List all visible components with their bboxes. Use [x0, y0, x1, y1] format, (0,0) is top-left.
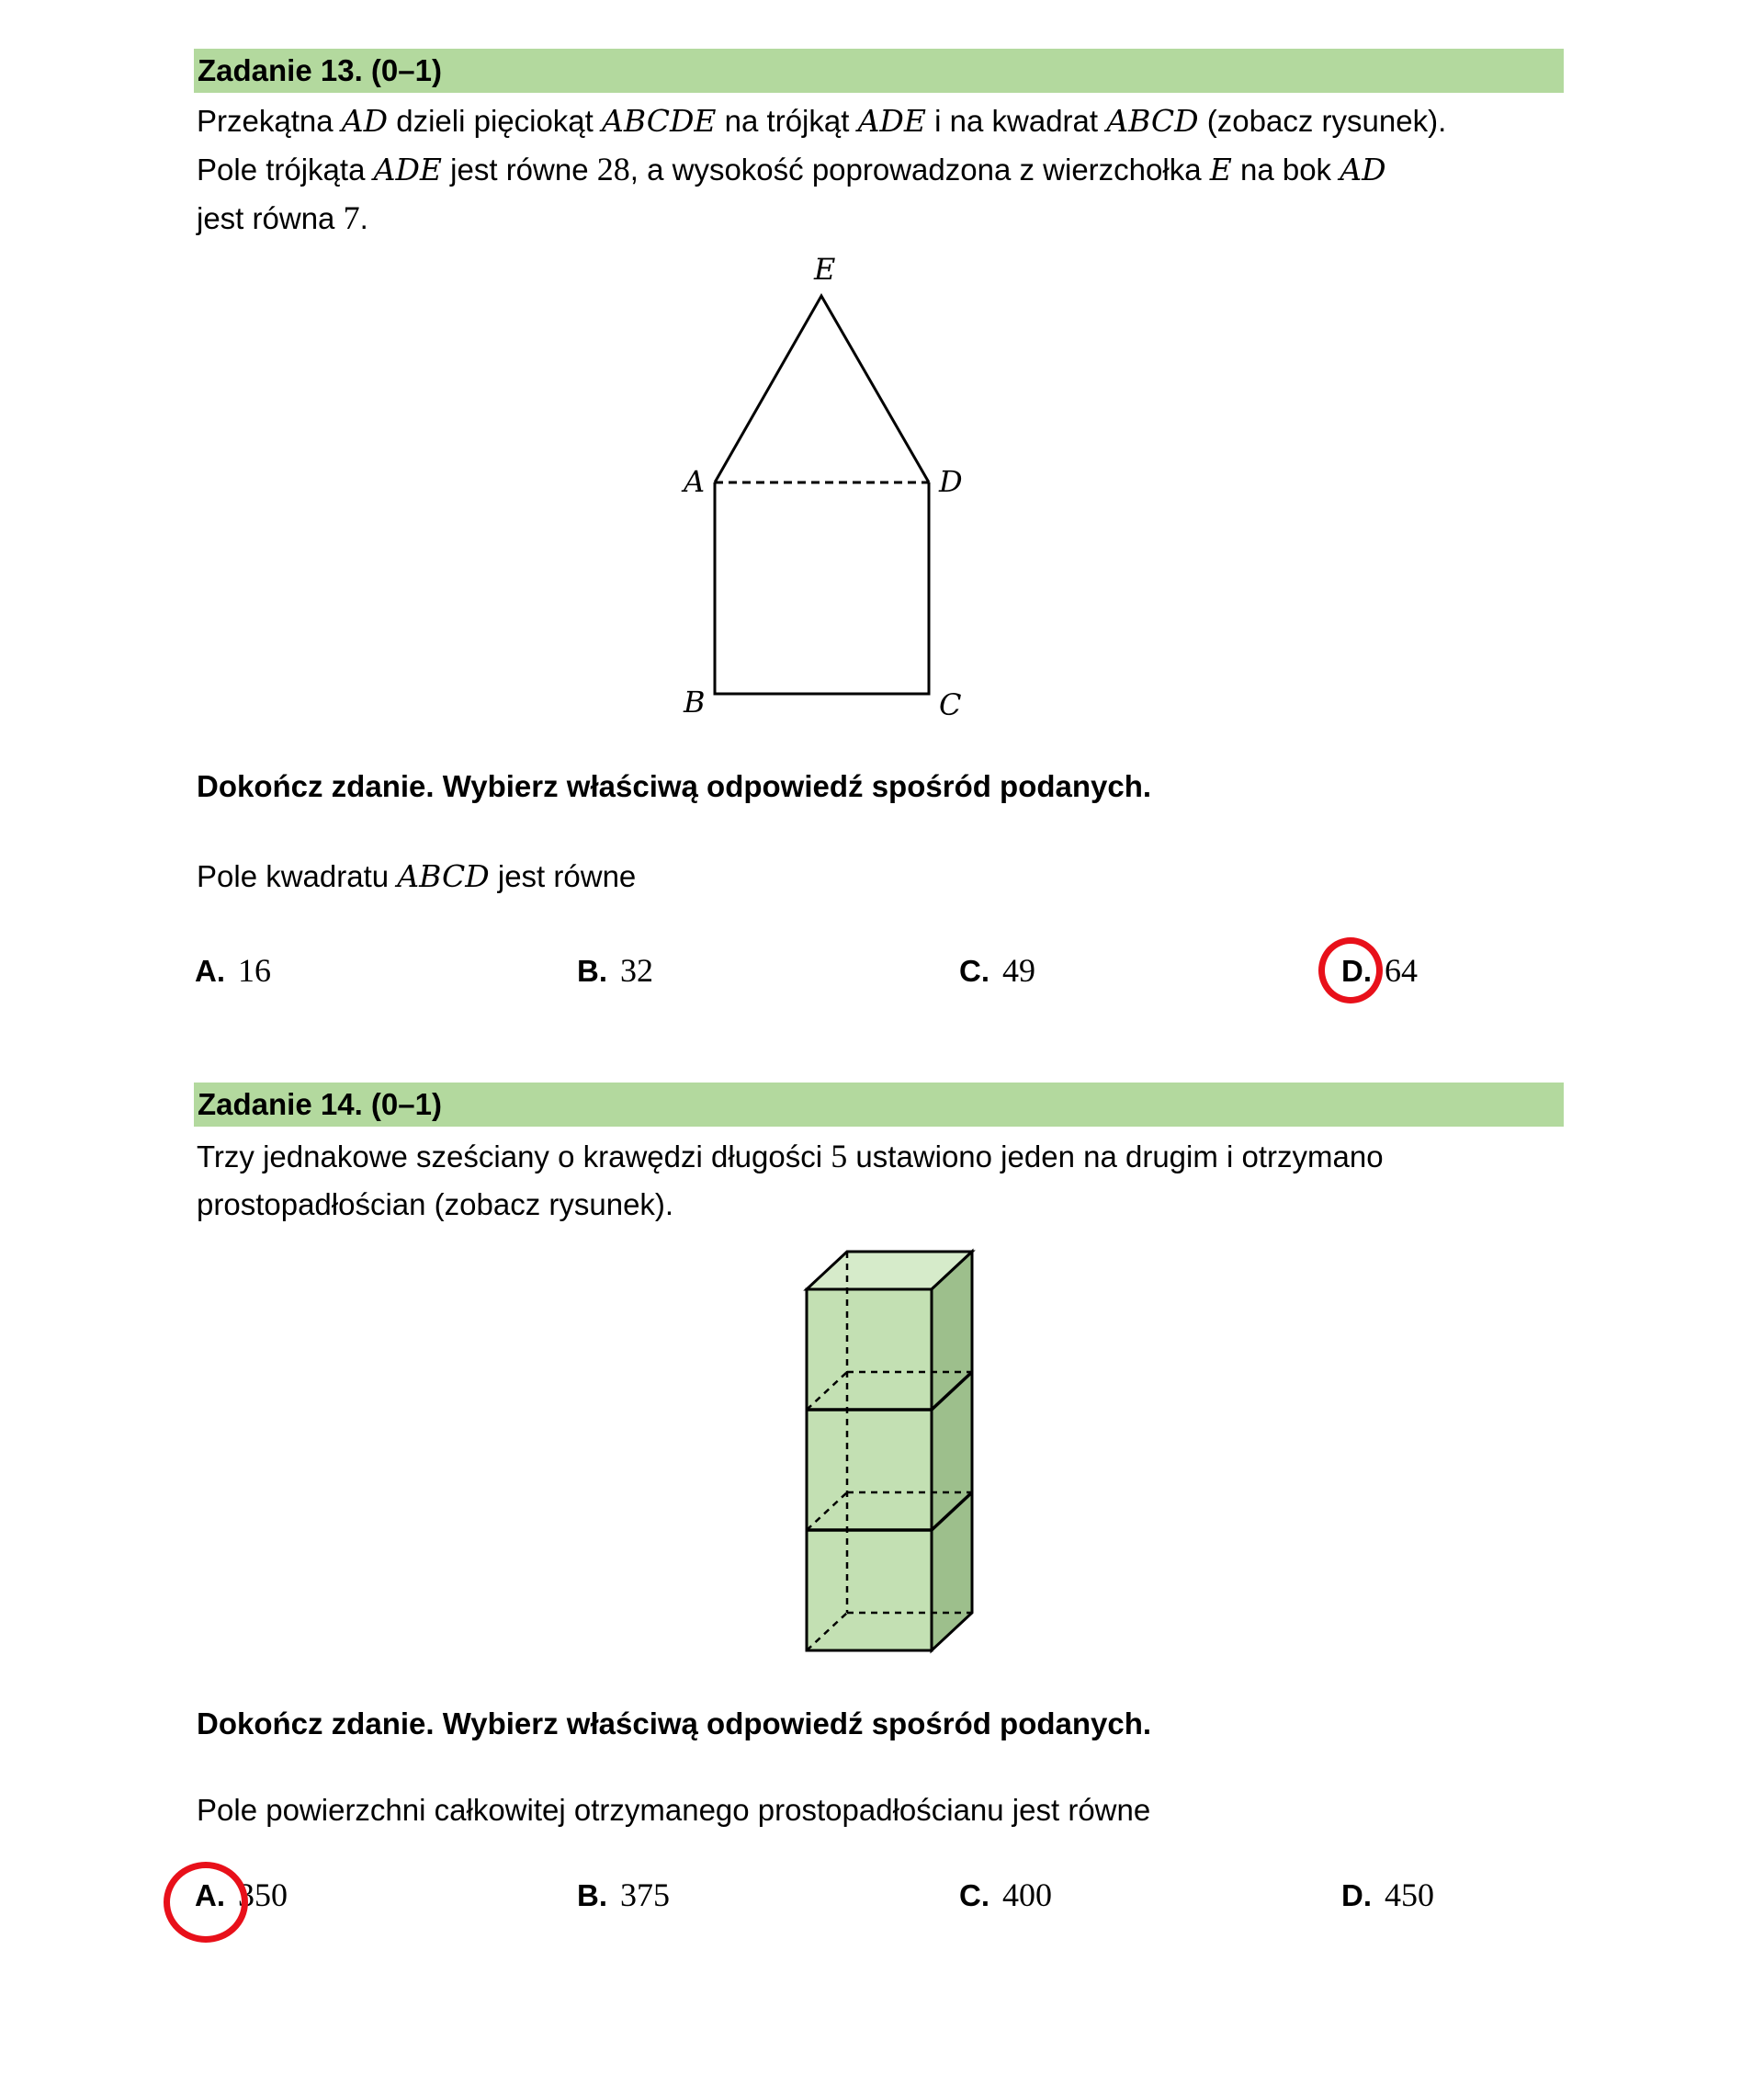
task-14-stem: Pole powierzchni całkowitej otrzymanego prostopadłościanu jest równe [197, 1793, 1151, 1827]
task-14-answer-mark-circle [164, 1862, 248, 1943]
task-13-intro [197, 97, 1575, 243]
label-c: C [939, 687, 962, 722]
option-letter: B. [577, 1878, 607, 1912]
option-letter: B. [577, 954, 607, 988]
option-letter: D. [1341, 954, 1372, 988]
option-letter: C. [959, 954, 989, 988]
option-letter: A. [195, 954, 225, 988]
task-13-answer-mark-circle [1318, 937, 1383, 1003]
task-13-option-b[interactable] [577, 952, 653, 990]
task-14-title: Zadanie 14. (0–1) [198, 1087, 442, 1121]
square-sides [715, 482, 929, 694]
option-value: 32 [620, 952, 653, 989]
task-14-instruction: Dokończ zdanie. Wybierz właściwą odpowiedź spośród podanych. [197, 1706, 1152, 1740]
option-value: 400 [1002, 1876, 1052, 1913]
option-value: 450 [1385, 1876, 1434, 1913]
option-value: 375 [620, 1876, 670, 1913]
task-14-option-b[interactable] [577, 1876, 670, 1914]
math-abcd: ABCD [1106, 103, 1199, 139]
option-letter: C. [959, 1878, 989, 1912]
math-abcd-2: ABCD [397, 858, 490, 894]
stacked-cubes-figure [790, 1231, 992, 1663]
label-b: B [684, 685, 706, 720]
task-14-header [194, 1083, 1564, 1127]
math-ade: ADE [857, 103, 926, 139]
option-letter: A. [195, 1878, 225, 1912]
number-7: 7 [343, 199, 360, 236]
math-ade-2: ADE [373, 152, 442, 187]
pentagon-figure [662, 248, 992, 726]
option-value: 350 [238, 1876, 288, 1913]
task-14-intro-line-2: prostopadłościan (zobacz rysunek). [197, 1187, 674, 1221]
task-13-instruction: Dokończ zdanie. Wybierz właściwą odpowiedź spośród podanych. [197, 769, 1152, 803]
option-value: 64 [1385, 952, 1418, 989]
task-14-option-d[interactable] [1341, 1876, 1434, 1914]
option-letter: D. [1341, 1878, 1372, 1912]
cubes-side-face [932, 1252, 972, 1650]
cubes-front-face [807, 1289, 932, 1650]
task-14-intro [197, 1132, 1575, 1229]
number-28: 28 [596, 151, 630, 187]
option-value: 49 [1002, 952, 1035, 989]
task-13-option-c[interactable] [959, 952, 1035, 990]
label-a: A [684, 464, 706, 499]
task-13-intro-line-3: jest równa 7. [197, 199, 368, 236]
task-13-option-a[interactable] [195, 952, 271, 990]
task-13-intro-line-1: Przekątna AD dzieli pięciokąt ABCDE na trójkąt ADE i na kwadrat ABCD (zobacz rysunek). [197, 103, 1447, 139]
task-14-intro-line-1: Trzy jednakowe sześciany o krawędzi długości 5 ustawiono jeden na drugim i otrzymano [197, 1138, 1384, 1174]
option-value: 16 [238, 952, 271, 989]
number-5: 5 [831, 1138, 848, 1174]
task-13-stem: Pole kwadratu ABCD jest równe [197, 858, 637, 894]
math-ad-2: AD [1340, 152, 1386, 187]
pentagon-roof [715, 296, 929, 482]
task-13-intro-line-2: Pole trójkąta ADE jest równe 28, a wysokość poprowadzona z wierzchołka E na bok AD [197, 151, 1386, 187]
math-ad: AD [341, 103, 389, 139]
math-abcde: ABCDE [602, 103, 717, 139]
task-13-header [194, 49, 1564, 93]
task-13-title: Zadanie 13. (0–1) [198, 53, 442, 87]
math-e: E [1209, 152, 1232, 187]
label-e: E [814, 252, 836, 287]
task-14-option-c[interactable] [959, 1876, 1052, 1914]
label-d: D [939, 464, 963, 499]
